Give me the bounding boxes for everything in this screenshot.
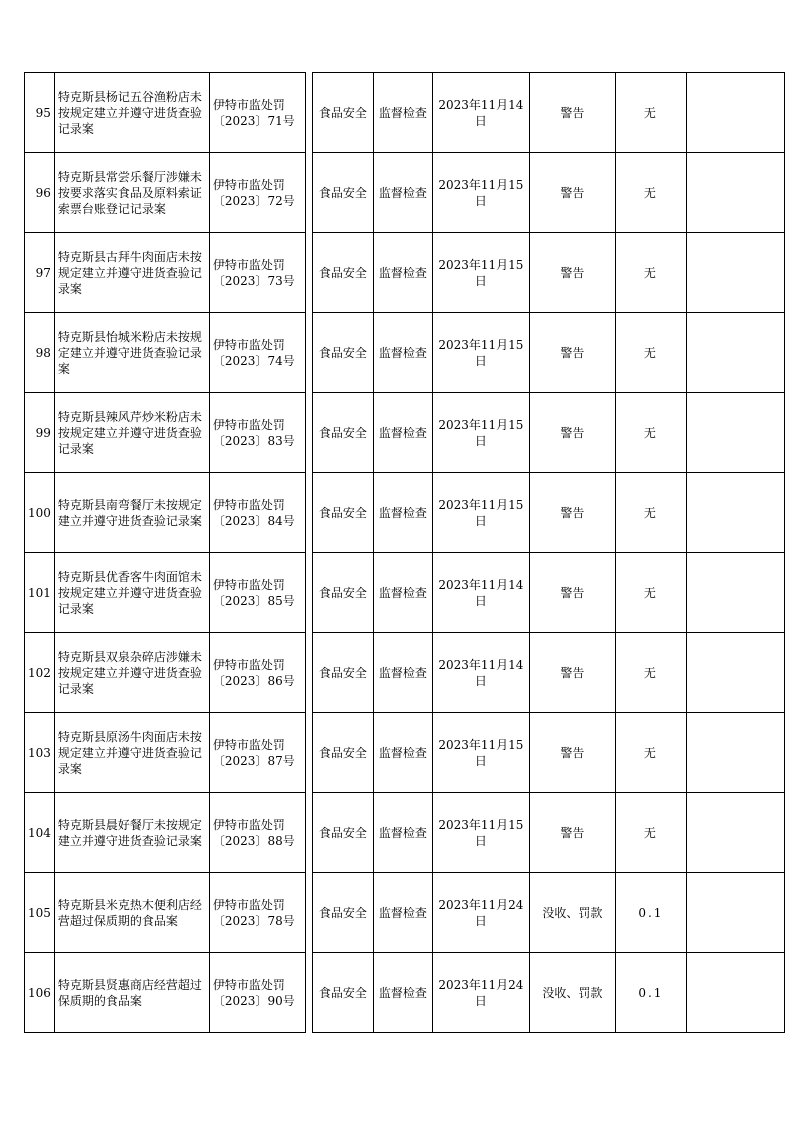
document-number-line1: 伊特市监处罚 bbox=[212, 737, 285, 752]
decision-document-number bbox=[209, 393, 305, 473]
case-source: 监督检查 bbox=[373, 793, 432, 873]
spacer-cell bbox=[305, 153, 312, 233]
document-number-line1: 伊特市监处罚 bbox=[212, 497, 285, 512]
fine-amount: 无 bbox=[615, 233, 686, 313]
remark bbox=[686, 313, 784, 393]
document-number-line2: 〔2023〕73号 bbox=[212, 273, 295, 288]
table-row bbox=[25, 633, 785, 713]
case-source: 监督检查 bbox=[373, 873, 432, 953]
document-number-line2: 〔2023〕90号 bbox=[212, 993, 295, 1008]
case-name: 特克斯县优香客牛肉面馆未按规定建立并遵守进货查验记录案 bbox=[54, 553, 209, 633]
case-source: 监督检查 bbox=[373, 313, 432, 393]
case-source: 监督检查 bbox=[373, 73, 432, 153]
fine-amount: 无 bbox=[615, 713, 686, 793]
decision-date: 2023年11月14日 bbox=[432, 73, 529, 153]
fine-amount: 0.1 bbox=[615, 953, 686, 1033]
case-source: 监督检查 bbox=[373, 953, 432, 1033]
fine-amount: 无 bbox=[615, 473, 686, 553]
fine-amount: 无 bbox=[615, 73, 686, 153]
row-number: 97 bbox=[25, 233, 55, 313]
remark bbox=[686, 233, 784, 313]
penalty-type: 警告 bbox=[529, 793, 615, 873]
spacer-cell bbox=[305, 393, 312, 473]
decision-document-number bbox=[209, 233, 305, 313]
remark bbox=[686, 153, 784, 233]
document-number-line2: 〔2023〕86号 bbox=[212, 673, 295, 688]
case-source: 监督检查 bbox=[373, 233, 432, 313]
penalty-type: 没收、罚款 bbox=[529, 953, 615, 1033]
decision-date: 2023年11月15日 bbox=[432, 153, 529, 233]
remark bbox=[686, 393, 784, 473]
decision-date: 2023年11月15日 bbox=[432, 233, 529, 313]
decision-date: 2023年11月15日 bbox=[432, 313, 529, 393]
case-source: 监督检查 bbox=[373, 473, 432, 553]
penalty-type: 警告 bbox=[529, 313, 615, 393]
row-number: 101 bbox=[25, 553, 55, 633]
case-name: 特克斯县南弯餐厅未按规定建立并遵守进货查验记录案 bbox=[54, 473, 209, 553]
row-number: 102 bbox=[25, 633, 55, 713]
violation-category: 食品安全 bbox=[312, 553, 373, 633]
table-row bbox=[25, 713, 785, 793]
violation-category: 食品安全 bbox=[312, 793, 373, 873]
document-number-line2: 〔2023〕88号 bbox=[212, 833, 295, 848]
fine-amount: 无 bbox=[615, 553, 686, 633]
decision-document-number bbox=[209, 313, 305, 393]
case-name: 特克斯县晨好餐厅未按规定建立并遵守进货查验记录案 bbox=[54, 793, 209, 873]
row-number: 106 bbox=[25, 953, 55, 1033]
document-number-line1: 伊特市监处罚 bbox=[212, 817, 285, 832]
document-number-line1: 伊特市监处罚 bbox=[212, 417, 285, 432]
document-number-line1: 伊特市监处罚 bbox=[212, 97, 285, 112]
row-number: 103 bbox=[25, 713, 55, 793]
violation-category: 食品安全 bbox=[312, 233, 373, 313]
violation-category: 食品安全 bbox=[312, 873, 373, 953]
violation-category: 食品安全 bbox=[312, 73, 373, 153]
spacer-cell bbox=[305, 953, 312, 1033]
case-name: 特克斯县贤惠商店经营超过保质期的食品案 bbox=[54, 953, 209, 1033]
case-name: 特克斯县双泉杂碎店涉嫌未按规定建立并遵守进货查验记录案 bbox=[54, 633, 209, 713]
spacer-cell bbox=[305, 793, 312, 873]
violation-category: 食品安全 bbox=[312, 473, 373, 553]
penalty-type: 警告 bbox=[529, 233, 615, 313]
table-row bbox=[25, 233, 785, 313]
violation-category: 食品安全 bbox=[312, 713, 373, 793]
document-number-line1: 伊特市监处罚 bbox=[212, 337, 285, 352]
document-number-line1: 伊特市监处罚 bbox=[212, 977, 285, 992]
table-row bbox=[25, 153, 785, 233]
remark bbox=[686, 713, 784, 793]
document-number-line2: 〔2023〕71号 bbox=[212, 113, 295, 128]
case-source: 监督检查 bbox=[373, 633, 432, 713]
case-name: 特克斯县常尝乐餐厅涉嫌未按要求落实食品及原料索证索票台账登记记录案 bbox=[54, 153, 209, 233]
row-number: 95 bbox=[25, 73, 55, 153]
row-number: 105 bbox=[25, 873, 55, 953]
spacer-cell bbox=[305, 873, 312, 953]
remark bbox=[686, 73, 784, 153]
table-row bbox=[25, 473, 785, 553]
remark bbox=[686, 793, 784, 873]
spacer-cell bbox=[305, 233, 312, 313]
table-row bbox=[25, 313, 785, 393]
fine-amount: 无 bbox=[615, 633, 686, 713]
table-row bbox=[25, 953, 785, 1033]
violation-category: 食品安全 bbox=[312, 953, 373, 1033]
case-source: 监督检查 bbox=[373, 393, 432, 473]
table-row bbox=[25, 553, 785, 633]
document-number-line1: 伊特市监处罚 bbox=[212, 577, 285, 592]
row-number: 96 bbox=[25, 153, 55, 233]
fine-amount: 0.1 bbox=[615, 873, 686, 953]
document-number-line2: 〔2023〕72号 bbox=[212, 193, 295, 208]
remark bbox=[686, 553, 784, 633]
decision-document-number bbox=[209, 633, 305, 713]
spacer-cell bbox=[305, 73, 312, 153]
penalty-type: 警告 bbox=[529, 73, 615, 153]
case-source: 监督检查 bbox=[373, 713, 432, 793]
case-name: 特克斯县米克热木便利店经营超过保质期的食品案 bbox=[54, 873, 209, 953]
case-name: 特克斯县古拜牛肉面店未按规定建立并遵守进货查验记录案 bbox=[54, 233, 209, 313]
decision-date: 2023年11月15日 bbox=[432, 393, 529, 473]
decision-date: 2023年11月24日 bbox=[432, 953, 529, 1033]
spacer-cell bbox=[305, 473, 312, 553]
violation-category: 食品安全 bbox=[312, 313, 373, 393]
remark bbox=[686, 873, 784, 953]
decision-date: 2023年11月15日 bbox=[432, 713, 529, 793]
decision-document-number bbox=[209, 873, 305, 953]
table-row bbox=[25, 73, 785, 153]
decision-document-number bbox=[209, 953, 305, 1033]
table-body bbox=[25, 73, 785, 1033]
penalty-type: 警告 bbox=[529, 633, 615, 713]
decision-date: 2023年11月24日 bbox=[432, 873, 529, 953]
document-number-line2: 〔2023〕85号 bbox=[212, 593, 295, 608]
decision-date: 2023年11月15日 bbox=[432, 473, 529, 553]
row-number: 99 bbox=[25, 393, 55, 473]
decision-date: 2023年11月14日 bbox=[432, 553, 529, 633]
case-name: 特克斯县怡城米粉店未按规定建立并遵守进货查验记录案 bbox=[54, 313, 209, 393]
violation-category: 食品安全 bbox=[312, 153, 373, 233]
document-number-line2: 〔2023〕84号 bbox=[212, 513, 295, 528]
fine-amount: 无 bbox=[615, 153, 686, 233]
spacer-cell bbox=[305, 553, 312, 633]
remark bbox=[686, 473, 784, 553]
document-number-line2: 〔2023〕74号 bbox=[212, 353, 295, 368]
case-name: 特克斯县杨记五谷渔粉店未按规定建立并遵守进货查验记录案 bbox=[54, 73, 209, 153]
violation-category: 食品安全 bbox=[312, 633, 373, 713]
spacer-cell bbox=[305, 313, 312, 393]
table-row bbox=[25, 793, 785, 873]
decision-document-number bbox=[209, 713, 305, 793]
case-name: 特克斯县辣风芹炒米粉店未按规定建立并遵守进货查验记录案 bbox=[54, 393, 209, 473]
document-number-line2: 〔2023〕78号 bbox=[212, 913, 295, 928]
remark bbox=[686, 633, 784, 713]
spacer-cell bbox=[305, 713, 312, 793]
document-number-line1: 伊特市监处罚 bbox=[212, 657, 285, 672]
decision-document-number bbox=[209, 553, 305, 633]
row-number: 104 bbox=[25, 793, 55, 873]
penalty-type: 警告 bbox=[529, 473, 615, 553]
row-number: 100 bbox=[25, 473, 55, 553]
penalty-records-table bbox=[24, 72, 785, 1033]
decision-document-number bbox=[209, 473, 305, 553]
penalty-type: 警告 bbox=[529, 553, 615, 633]
fine-amount: 无 bbox=[615, 393, 686, 473]
decision-date: 2023年11月14日 bbox=[432, 633, 529, 713]
penalty-type: 警告 bbox=[529, 153, 615, 233]
document-number-line1: 伊特市监处罚 bbox=[212, 177, 285, 192]
decision-document-number bbox=[209, 73, 305, 153]
penalty-type: 没收、罚款 bbox=[529, 873, 615, 953]
fine-amount: 无 bbox=[615, 313, 686, 393]
document-number-line1: 伊特市监处罚 bbox=[212, 897, 285, 912]
decision-date: 2023年11月15日 bbox=[432, 793, 529, 873]
document-number-line2: 〔2023〕87号 bbox=[212, 753, 295, 768]
table-row bbox=[25, 873, 785, 953]
violation-category: 食品安全 bbox=[312, 393, 373, 473]
fine-amount: 无 bbox=[615, 793, 686, 873]
penalty-type: 警告 bbox=[529, 393, 615, 473]
case-name: 特克斯县原汤牛肉面店未按规定建立并遵守进货查验记录案 bbox=[54, 713, 209, 793]
decision-document-number bbox=[209, 793, 305, 873]
spacer-cell bbox=[305, 633, 312, 713]
case-source: 监督检查 bbox=[373, 153, 432, 233]
document-number-line2: 〔2023〕83号 bbox=[212, 433, 295, 448]
remark bbox=[686, 953, 784, 1033]
document-number-line1: 伊特市监处罚 bbox=[212, 257, 285, 272]
penalty-type: 警告 bbox=[529, 713, 615, 793]
decision-document-number bbox=[209, 153, 305, 233]
table-row bbox=[25, 393, 785, 473]
case-source: 监督检查 bbox=[373, 553, 432, 633]
row-number: 98 bbox=[25, 313, 55, 393]
